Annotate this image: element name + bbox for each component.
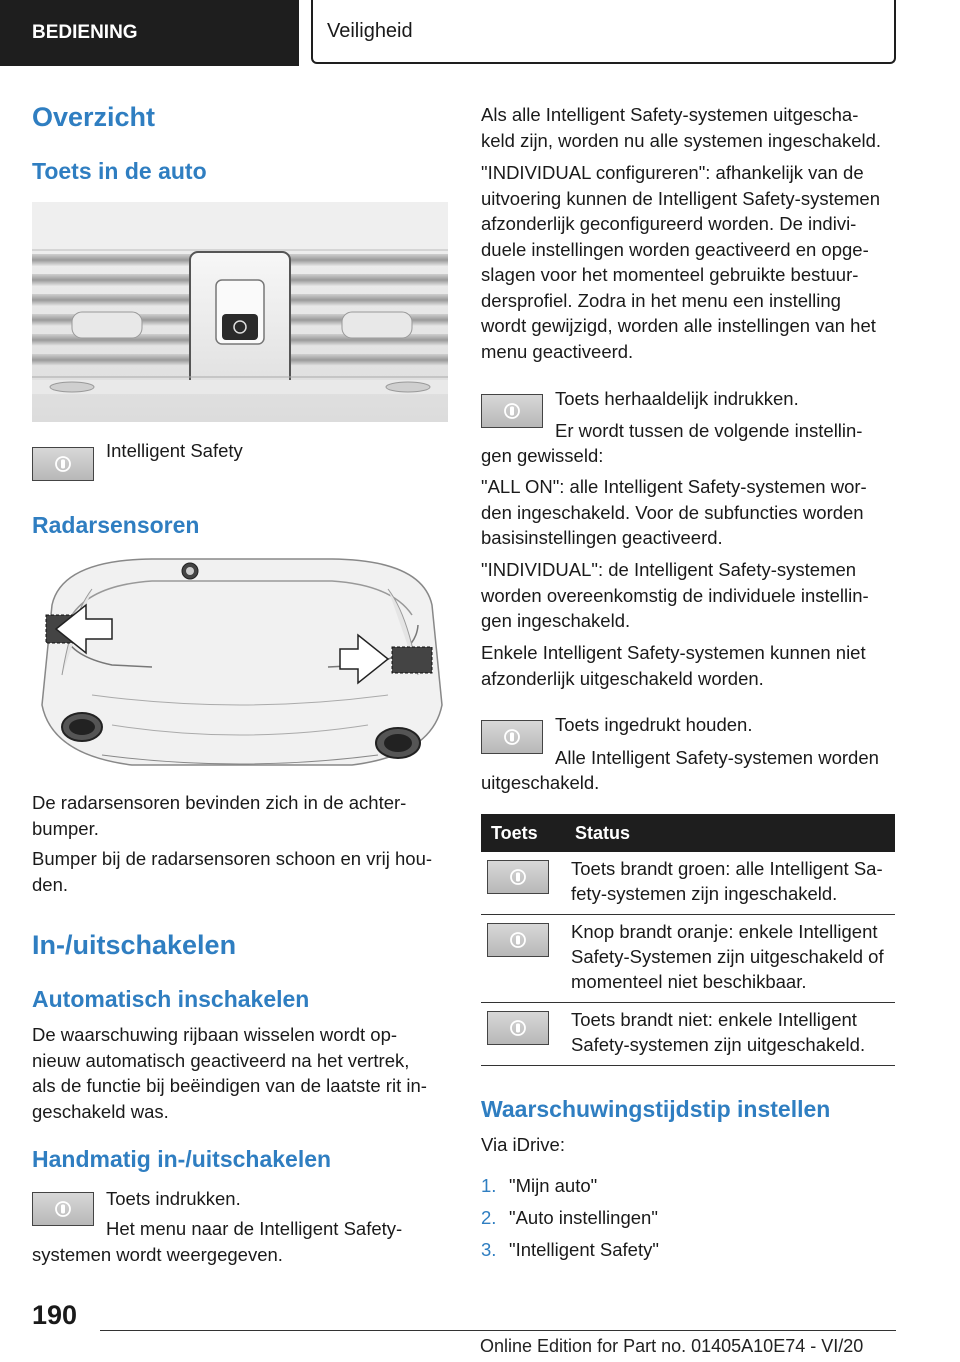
status-cell (561, 915, 895, 1003)
step-number: 2. (481, 1207, 497, 1228)
radar-p2-line-1: Bumper bij de radarsensoren schoon en vrij hou- (32, 848, 433, 869)
individual-line-1: "INDIVIDUAL": de Intelligent Safety-systemen (481, 559, 857, 580)
status-line: Safety-Systemen zijn uitgeschakeld of (571, 946, 884, 967)
heading-button-in-car: Toets in de auto (32, 158, 207, 184)
right-paragraph-2 (481, 160, 880, 364)
radar-paragraph-2 (32, 846, 432, 897)
individual-paragraph (481, 557, 869, 634)
right-p2-line-2: uitvoering kunnen de Intelligent Safety-systemen (481, 187, 881, 209)
radar-p2-line-2: den. (32, 873, 69, 895)
individual-line-2: worden overeenkomstig de individuele instellin- (481, 584, 869, 606)
allon-line-1: "ALL ON": alle Intelligent Safety-systemen wor- (481, 476, 867, 497)
heading-warning-time: Waarschuwingstijdstip instellen (481, 1096, 831, 1122)
footer-divider (100, 1330, 896, 1331)
press-line-2: Er wordt tussen de volgende instellin- (555, 420, 863, 441)
auto-line-2: nieuw automatisch geactiveerd na het vertrek, (32, 1049, 410, 1071)
status-cell (561, 852, 895, 915)
step-label: "Intelligent Safety" (509, 1239, 659, 1260)
section-tab (0, 0, 299, 66)
radar-p1-line-1: De radarsensoren bevinden zich in de achter- (32, 792, 407, 813)
table-header-row (481, 814, 895, 852)
status-line: Knop brandt oranje: enkele Intelligent (571, 921, 878, 942)
step-number: 1. (481, 1175, 497, 1196)
auto-line-1: De waarschuwing rijbaan wisselen wordt op- (32, 1024, 398, 1045)
col-header-button: Toets (481, 814, 561, 852)
dashboard-button-illustration (32, 202, 448, 422)
via-idrive: Via iDrive: (481, 1134, 565, 1155)
hold-line-1: Toets ingedrukt houden. (555, 714, 753, 735)
manual-line-3: systemen wordt weergegeven. (32, 1244, 283, 1265)
list-item (481, 1202, 659, 1234)
status-line: fety-systemen zijn ingeschakeld. (571, 883, 838, 904)
right-p2-line-5: slagen voor het momenteel gebruikte bestuur- (481, 264, 859, 285)
right-p1-line-1: Als alle Intelligent Safety-systemen uitgescha- (481, 104, 859, 125)
hold-line-3: uitgeschakeld. (481, 772, 600, 793)
radar-p1-line-2: bumper. (32, 817, 99, 839)
rear-bumper-illustration (32, 555, 448, 777)
list-item (481, 1234, 659, 1266)
heading-switch-on-off: In-/uitschakelen (32, 930, 237, 960)
individual-line-3: gen ingeschakeld. (481, 610, 631, 631)
manual-line-1: Toets indrukken. (106, 1188, 241, 1209)
intelligent-safety-icon (481, 720, 543, 754)
edition-text: Online Edition for Part no. 01405A10E74 - VI/20 (480, 1336, 864, 1356)
right-p2-line-1: "INDIVIDUAL configureren": afhankelijk van de (481, 162, 864, 183)
auto-line-4: geschakeld was. (32, 1100, 169, 1122)
intelligent-safety-icon (32, 447, 94, 481)
heading-automatic-on: Automatisch inschakelen (32, 986, 310, 1012)
press-line-3: gen gewisseld: (481, 445, 604, 466)
press-line-1: Toets herhaaldelijk indrukken. (555, 388, 799, 409)
step-number: 3. (481, 1239, 497, 1260)
manual-line-2: Het menu naar de Intelligent Safety- (106, 1218, 403, 1239)
status-line: Toets brandt groen: alle Intelligent Sa- (571, 858, 883, 879)
allon-line-3: basisinstellingen geactiveerd. (481, 527, 723, 548)
icon-label: Intelligent Safety (106, 440, 243, 461)
right-p2-line-7: wordt gewijzigd, worden alle instellingen van het (481, 315, 876, 336)
right-p2-line-3: afzonderlijk geconfigureerd worden. De indivi- (481, 213, 857, 234)
status-line: Safety-systemen zijn uitgeschakeld. (571, 1034, 866, 1055)
col-header-status: Status (561, 814, 895, 852)
right-p2-line-8: menu geactiveerd. (481, 340, 634, 362)
intelligent-safety-icon (487, 923, 549, 957)
status-line: momenteel niet beschikbaar. (571, 971, 807, 992)
right-p2-line-6: dersprofiel. Zodra in het menu een instelling (481, 289, 841, 311)
section-title: BEDIENING (32, 22, 138, 43)
status-cell (561, 1003, 895, 1066)
step-label: "Mijn auto" (509, 1175, 598, 1196)
page-number: 190 (32, 1300, 78, 1330)
list-item (481, 1170, 659, 1202)
chapter-title: Veiligheid (327, 19, 413, 42)
step-label: "Auto instellingen" (509, 1207, 658, 1228)
auto-paragraph (32, 1022, 427, 1124)
intelligent-safety-icon (481, 394, 543, 428)
intelligent-safety-icon (32, 1192, 94, 1226)
table-row (481, 1003, 895, 1066)
heading-manual-on-off: Handmatig in-/uitschakelen (32, 1146, 332, 1172)
some-line-2: afzonderlijk uitgeschakeld worden. (481, 667, 764, 689)
intelligent-safety-icon (487, 860, 549, 894)
table-row (481, 915, 895, 1003)
radar-paragraph-1 (32, 790, 406, 841)
auto-line-3: als de functie bij beëindigen van de laatste rit in- (32, 1075, 427, 1096)
heading-radar-sensors: Radarsensoren (32, 512, 200, 538)
status-table (481, 814, 895, 1066)
table-row (481, 852, 895, 915)
right-p1-line-2: keld zijn, worden nu alle systemen ingeschakeld. (481, 129, 882, 151)
heading-overview: Overzicht (32, 102, 156, 132)
intelligent-safety-icon (487, 1011, 549, 1045)
chapter-tab (311, 0, 896, 64)
right-paragraph-1 (481, 102, 881, 153)
steps-list (481, 1170, 659, 1266)
allon-line-2: den ingeschakeld. Voor de subfuncties worden (481, 501, 864, 523)
some-line-1: Enkele Intelligent Safety-systemen kunnen niet (481, 642, 866, 663)
some-systems-paragraph (481, 640, 866, 691)
hold-line-2: Alle Intelligent Safety-systemen worden (555, 747, 879, 768)
allon-paragraph (481, 474, 867, 551)
status-line: Toets brandt niet: enkele Intelligent (571, 1009, 857, 1030)
right-p2-line-4: duele instellingen worden geactiveerd en opge- (481, 238, 869, 260)
